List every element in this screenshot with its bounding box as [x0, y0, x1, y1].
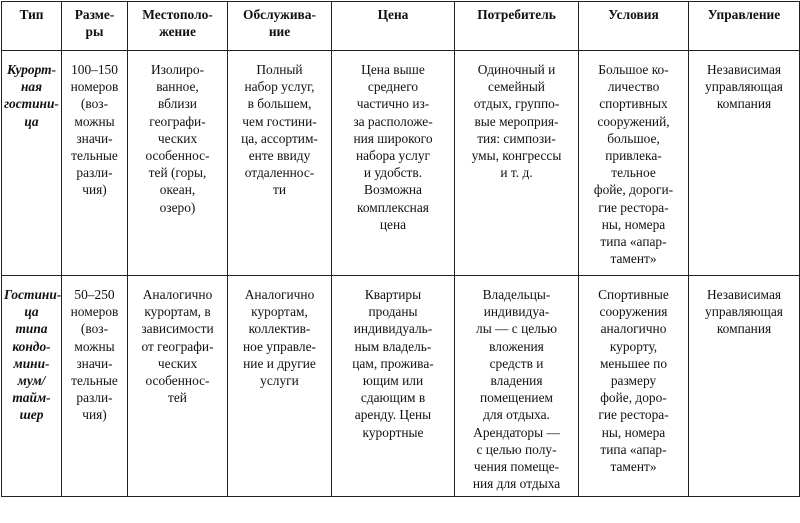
- cell-service: Полный набор услуг, в большем, чем гостини- ца, ассортим- енте ввиду отдаленнос- ти: [228, 51, 332, 276]
- cell-service: Аналогично курортам, коллектив- ное управле- ние и другие услуги: [228, 276, 332, 497]
- cell-price: Цена выше среднего частично из- за расположе- ния широкого набора услуг и удобств. Возможна комплексная цена: [332, 51, 455, 276]
- header-conditions: Условия: [579, 2, 689, 51]
- cell-location: Аналогично курортам, в зависимости от географи- ческих особеннос- тей: [128, 276, 228, 497]
- header-consumer: Потребитель: [455, 2, 579, 51]
- cell-consumer: Одиночный и семейный отдых, группо- вые мероприя- тия: симпози- умы, конгрессы и т. д.: [455, 51, 579, 276]
- header-row: [2, 2, 800, 51]
- cell-price: Квартиры проданы индивидуаль- ным владель- цам, прожива- ющим или сдающим в аренду. Цены курортные: [332, 276, 455, 497]
- table-row: [2, 51, 800, 276]
- header-size: Разме- ры: [62, 2, 128, 51]
- cell-type: Гостини- ца типа кондо- мини- мум/ тайм- шер: [2, 276, 62, 497]
- cell-conditions: Большое ко- личество спортивных сооружений, большое, привлека- тельное фойе, дороги- гие рестора- ны, номера типа «апар- тамент»: [579, 51, 689, 276]
- cell-type: Курорт- ная гостини- ца: [2, 51, 62, 276]
- cell-management: Независимая управляющая компания: [689, 51, 800, 276]
- header-service: Обслужива- ние: [228, 2, 332, 51]
- cell-management: Независимая управляющая компания: [689, 276, 800, 497]
- cell-size: 100–150 номеров (воз- можны значи- тельные разли- чия): [62, 51, 128, 276]
- comparison-table: [1, 1, 800, 497]
- header-management: Управление: [689, 2, 800, 51]
- cell-conditions: Спортивные сооружения аналогично курорту, меньшее по размеру фойе, доро- гие рестора- ны, номера типа «апар- тамент»: [579, 276, 689, 497]
- cell-size: 50–250 номеров (воз- можны значи- тельные разли- чия): [62, 276, 128, 497]
- table-row: [2, 276, 800, 497]
- cell-location: Изолиро- ванное, вблизи географи- ческих особеннос- тей (горы, океан, озеро): [128, 51, 228, 276]
- header-price: Цена: [332, 2, 455, 51]
- header-type: Тип: [2, 2, 62, 51]
- cell-consumer: Владельцы- индивидуа- лы — с целью вложения средств и владения помещением для отдыха. Арендаторы — с целью полу- чения помеще- ния для отдыха: [455, 276, 579, 497]
- header-location: Местополо- жение: [128, 2, 228, 51]
